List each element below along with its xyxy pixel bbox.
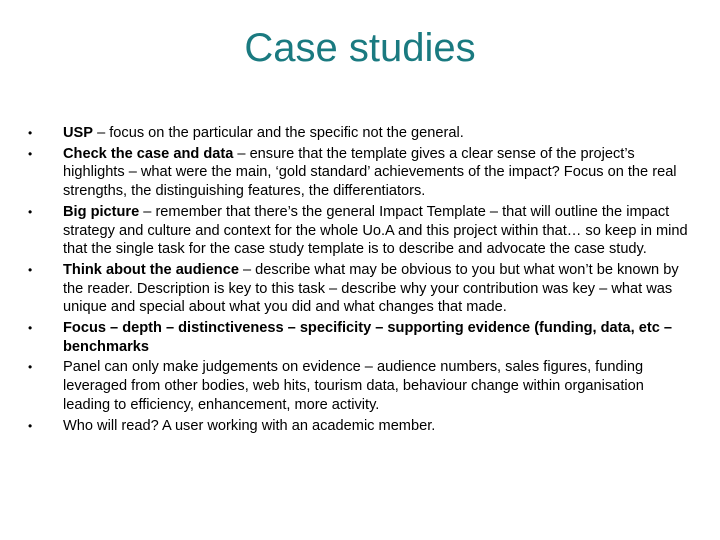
bullet-lead: Focus – depth – distinctiveness – specificity – supporting evidence (funding, data, etc – benchmarks [63,320,673,355]
bullet-dot-icon: • [28,321,33,336]
bullet-item [28,203,688,259]
bullet-text: – remember that there’s the general Impact Template – that will outline the impact strategy and culture and context for the whole Uo.A and this project within that… so keep in mind that the single task for the case study template is to describe and advocate the case study. [63,203,688,258]
bullet-item [28,319,688,356]
bullet-dot-icon: • [28,262,33,277]
bullet-dot-icon: • [28,146,33,161]
bullet-lead: Check the case and data [63,145,234,162]
bullet-text: – focus on the particular and the specific not the general. [93,125,464,141]
bullet-item [28,417,688,436]
bullet-item [28,145,688,201]
bullet-list [28,124,688,437]
bullet-text: – describe what may be obvious to you but what won’t be known by the reader. Description is key to this task – describe why your contribution was key – what was unique and special about what you did and what changes that made. [63,261,679,316]
bullet-lead: USP [63,125,94,141]
slide-title: Case studies [244,26,476,70]
bullet-dot-icon: • [28,126,33,140]
bullet-text: Panel can only make judgements on evidence – audience numbers, sales figures, funding leveraged from other bodies, web hits, tourism data, behaviour change within organisation leading to efficiency, enhancement, more activity. [63,359,644,413]
bullet-text: Who will read? A user working with an academic member. [63,417,436,434]
bullet-dot-icon: • [28,204,33,219]
bullet-item [28,124,688,143]
bullet-text: – ensure that the template gives a clear sense of the project’s highlights – what were the main, ‘gold standard’ achievements of the impact? Focus on the real strengths, the distinguishing features, the differentiators. [63,145,677,200]
bullet-dot-icon: • [28,360,33,375]
bullet-lead: Think about the audience [63,261,239,278]
bullet-item [28,358,688,414]
bullet-item [28,261,688,317]
bullet-dot-icon: • [28,418,33,433]
bullet-lead: Big picture [63,203,140,220]
